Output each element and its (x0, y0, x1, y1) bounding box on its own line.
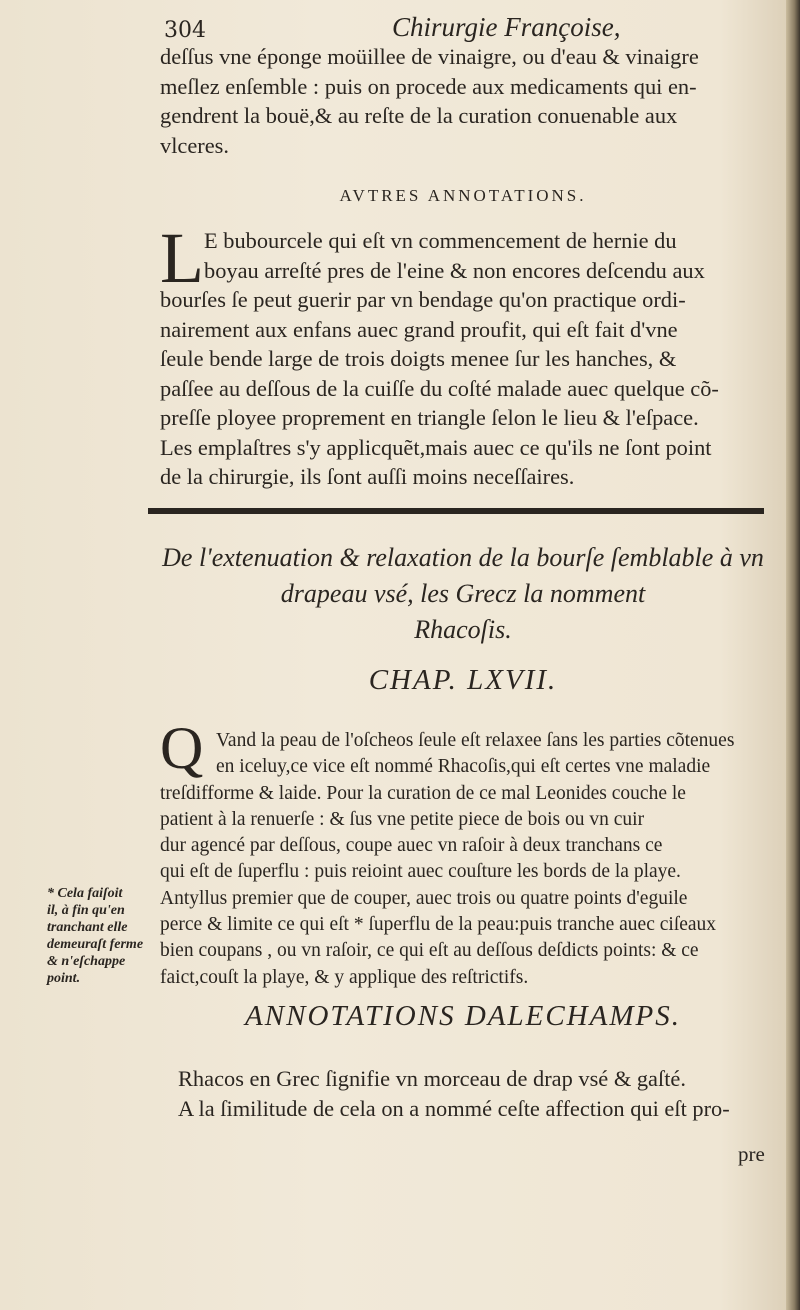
text-line: E bubourcele qui eſt vn commencement de hernie du (204, 228, 677, 253)
dalechamps-paragraph (178, 1064, 768, 1123)
text-line: bourſes ſe peut guerir par vn bendage qu'on practique ordi- (160, 287, 686, 312)
text-line: boyau arreſté pres de l'eine & non encores deſcendu aux (204, 257, 705, 283)
text-line: dur agencé par deſſous, coupe auec vn raſoir à deux tranchans ce (160, 835, 663, 857)
text-line: treſdifforme & laide. Pour la curation de ce mal Leonides couche le (160, 782, 686, 804)
section-heading-annotations-dalechamps: ANNOTATIONS DALECHAMPS. (245, 1000, 681, 1032)
text-line: patient à la renuerſe : & ſus vne petite piece de bois ou vn cuir (160, 808, 645, 830)
catchword: pre (738, 1142, 765, 1166)
margin-note (47, 885, 151, 987)
annotation-paragraph (160, 226, 766, 492)
chapter-title-line: Rhacoſis. (414, 615, 512, 644)
margin-note-line: demeuraſt ferme (47, 937, 144, 952)
chapter-number: CHAP. LXVII. (368, 664, 558, 696)
page-number: 304 (164, 18, 206, 43)
text-line: nairement aux enfans auec grand proufit, qui eſt fait d'vne (160, 316, 678, 342)
running-title: Chirurgie Françoise, (392, 12, 621, 42)
text-line: vlceres. (160, 132, 229, 158)
text-line: ſeule bende large de trois doigts menee ſur les hanches, & (160, 346, 677, 371)
chapter-title-line: De l'extenuation & relaxation de la bourſe ſemblable à vn (162, 543, 764, 572)
text-line: bien coupans , ou vn raſoir, ce qui eſt au deſſous deſdicts points: & ce (160, 940, 699, 962)
section-divider-rule (148, 508, 764, 514)
dropcap-q: Q (160, 715, 204, 781)
text-line: preſſe ployee proprement en triangle ſelon le lieu & l'eſpace. (160, 405, 699, 430)
intro-paragraph (160, 42, 766, 160)
section-heading-autres-annotations: AVTRES ANNOTATIONS. (339, 186, 587, 205)
text-line: gendrent la bouë,& au reſte de la curation conuenable aux (160, 103, 678, 128)
text-line: A la ſimilitude de cela on a nommé ceſte affection qui eſt pro- (178, 1095, 730, 1121)
text-line: de la chirurgie, ils ſont auſſi moins neceſſaires. (160, 464, 575, 489)
chapter-paragraph (160, 728, 766, 991)
page-spine-shadow (786, 0, 800, 1310)
text-line: Antyllus premier que de couper, auec trois ou quatre points d'eguile (160, 887, 688, 909)
text-line: Les emplaſtres s'y applicquẽt,mais auec ce qu'ils ne ſont point (160, 434, 712, 460)
text-line: qui eſt de ſuperflu : puis reioint auec couſture les bords de la playe. (160, 861, 681, 883)
text-line: paſſee au deſſous de la cuiſſe du coſté malade auec quelque cõ- (160, 375, 719, 401)
chapter-title (160, 540, 766, 648)
text-line: deſſus vne éponge moüillee de vinaigre, ou d'eau & vinaigre (160, 44, 699, 69)
margin-note-line: tranchant elle (47, 920, 128, 935)
text-line: perce & limite ce qui eſt * ſuperflu de la peau:puis tranche auec ciſeaux (160, 914, 717, 936)
chapter-title-line: drapeau vsé, les Grecz la nomment (280, 579, 646, 608)
text-line: meſlez enſemble : puis on procede aux medicaments qui en- (160, 73, 697, 99)
text-line: Rhacos en Grec ſignifie vn morceau de drap vsé & gaſté. (178, 1066, 686, 1091)
text-line: Vand la peau de l'oſcheos ſeule eſt relaxee ſans les parties cõtenues (216, 730, 735, 751)
margin-note-line: il, à fin qu'en (47, 903, 125, 918)
dropcap-l: L (160, 218, 204, 298)
margin-note-line: point. (47, 971, 81, 986)
margin-note-line: * Cela faiſoit (47, 886, 123, 901)
text-line: faict,couſt la playe, & y applique des reſtrictifs. (160, 966, 529, 988)
text-line: en iceluy,ce vice eſt nommé Rhacoſis,qui eſt certes vne maladie (216, 756, 711, 778)
margin-note-line: & n'eſchappe (47, 954, 126, 969)
